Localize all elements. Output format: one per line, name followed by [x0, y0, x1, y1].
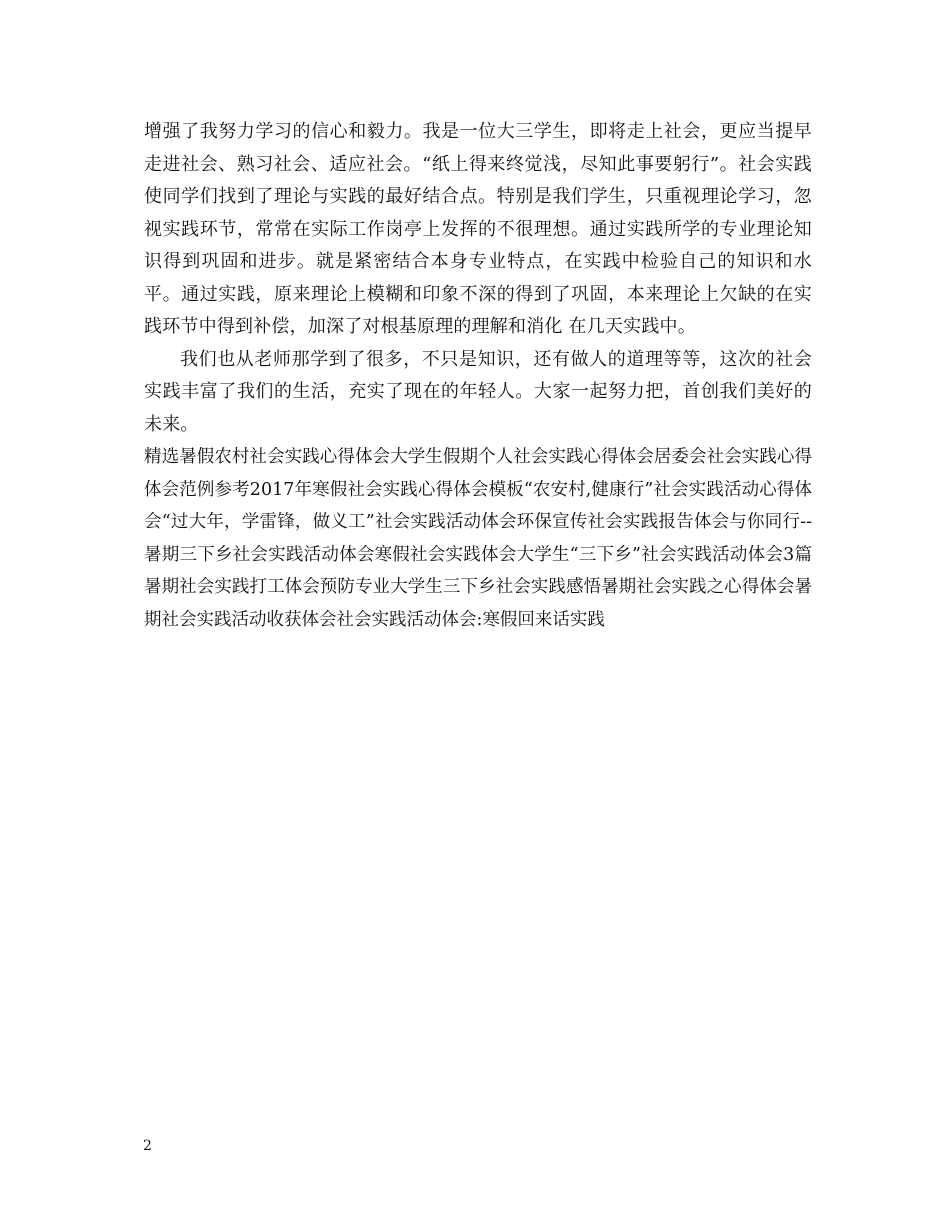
body-paragraph-1: 增强了我努力学习的信心和毅力。我是一位大三学生，即将走上社会，更应当提早走进社会、熟习社会、适应社会。“纸上得来终觉浅，尽知此事要躬行”。社会实践使同学们找到了理论与实践的最好结合点。特别是我们学生，只重视理论学习，忽视实践环节，常常在实际工作岗亭上发挥的不很理想。通过实践所学的专业理论知识得到巩固和进步。就是紧密结合本身专业特点，在实践中检验自己的知识和水平。通过实践，原来理论上模糊和印象不深的得到了巩固，本来理论上欠缺的在实践环节中得到补偿，加深了对根基原理的理解和消化 在几天实践中。	[144, 121, 812, 337]
page-number: 2	[143, 1138, 152, 1154]
related-articles-text: 精选暑假农村社会实践心得体会大学生假期个人社会实践心得体会居委会社会实践心得体会范例参考2017年寒假社会实践心得体会模板“农安村,健康行”社会实践活动心得体会“过大年，学雷锋，做义工”社会实践活动体会环保宣传社会实践报告体会与你同行--暑期三下乡社会实践活动体会寒假社会实践体会大学生“三下乡”社会实践活动体会3篇暑期社会实践打工体会预防专业大学生三下乡社会实践感悟暑期社会实践之心得体会暑期社会实践活动收获体会社会实践活动体会:寒假回来话实践	[144, 447, 812, 630]
body-paragraph-2: 我们也从老师那学到了很多，不只是知识，还有做人的道理等等，这次的社会实践丰富了我们的生活，充实了现在的年轻人。大家一起努力把，首创我们美好的未来。	[144, 348, 812, 435]
document-body	[144, 116, 812, 636]
